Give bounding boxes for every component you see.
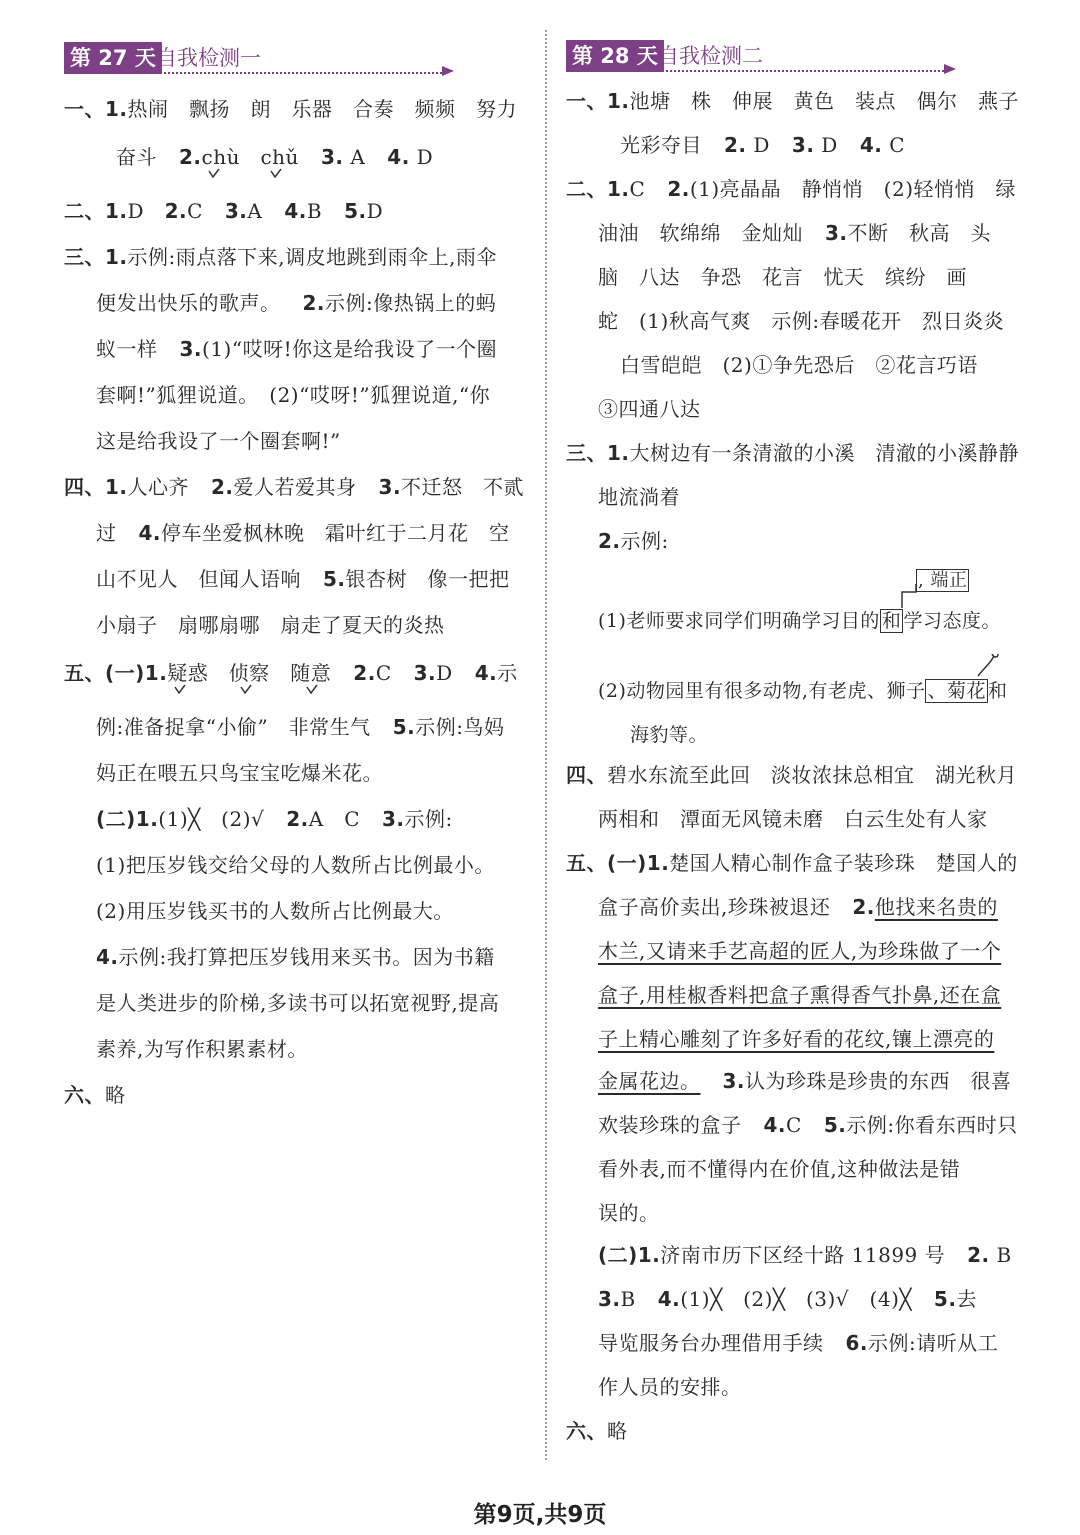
answer-line: 脑 八达 争恐 花言 忧天 缤纷 画 (598, 265, 967, 289)
answer-line: 油油 软绵绵 金灿灿 3.不断 秋高 头 (598, 221, 992, 245)
answer-line: 三、1.示例:雨点落下来,调皮地跳到雨伞上,雨伞 (64, 245, 497, 269)
answer-line: 误的。 (598, 1201, 660, 1225)
answer-line: (1)把压岁钱交给父母的人数所占比例最小。 (96, 853, 495, 877)
answer-line: 四、1.人心齐 2.爱人若爱其身 3.不迁怒 不贰 (64, 475, 525, 499)
answer-line: ③四通八达 (598, 397, 701, 421)
answer-line: (二)1.(1)╳ (2)√ 2.A C 3.示例: (96, 807, 453, 831)
answer-line: (二)1.济南市历下区经十路 11899 号 2. B (598, 1243, 1012, 1267)
answer-line: 六、略 (566, 1419, 628, 1443)
header-arrow-icon (442, 66, 454, 76)
answer-line: 五、(一)1.楚国人精心制作盒子装珍珠 楚国人的 (566, 851, 1018, 875)
answer-line: 过 4.停车坐爱枫林晚 霜叶红于二月花 空 (96, 521, 510, 545)
insertion-mark: , 端正 (918, 570, 968, 591)
answer-line: 妈正在喂五只鸟宝宝吃爆米花。 (96, 761, 383, 785)
answer-line: 蚁一样 3.(1)“哎呀!你这是给我设了一个圈 (96, 337, 498, 361)
answer-line: 五、(一)1.疑惑 侦察 随意 2.C 3.D 4.示 (64, 661, 518, 685)
answer-line: 盒子,用桂椒香料把盒子熏得香气扑鼻,还在盒 (598, 983, 1002, 1007)
answer-line: 四、碧水东流至此回 淡妆浓抹总相宜 湖光秋月 (566, 763, 1017, 787)
answer-line: 白雪皑皑 (2)①争先恐后 ②花言巧语 (620, 353, 978, 377)
check-mark-icon (174, 684, 186, 694)
answer-line: 2.示例: (598, 529, 669, 553)
answer-line: 套啊!”狐狸说道。 (2)“哎呀!”狐狸说道,“你 (96, 383, 491, 407)
answer-line: 这是给我设了一个圈套啊!” (96, 429, 341, 453)
answer-line: 4.示例:我打算把压岁钱用来买书。因为书籍 (96, 945, 495, 969)
answer-line: 蛇 (1)秋高气爽 示例:春暖花开 烈日炎炎 (598, 309, 1005, 333)
answer-line: 奋斗 2.chù chǔ 3. A 4. D (116, 145, 434, 169)
answer-line: 导览服务台办理借用手续 6.示例:请听从工 (598, 1331, 999, 1355)
answer-line: 金属花边。 3.认为珍珠是珍贵的东西 很喜 (598, 1069, 1012, 1093)
header-arrow-icon (944, 64, 956, 74)
answer-line: 子上精心雕刻了许多好看的花纹,镶上漂亮的 (598, 1027, 995, 1051)
delete-mark-icon (974, 650, 1002, 678)
answer-line: 一、1.池塘 株 伸展 黄色 装点 偶尔 燕子 (566, 89, 1020, 113)
day-badge: 第 28 天 (566, 40, 664, 72)
answer-line: (1)老师要求同学们明确学习目的 和 学习态度。 (598, 610, 1001, 632)
answer-line: 光彩夺目 2. D 3. D 4. C (620, 133, 906, 157)
answer-line: 看外表,而不懂得内在价值,这种做法是错 (598, 1157, 961, 1181)
day-badge: 第 27 天 (64, 42, 162, 74)
check-mark-icon (270, 168, 282, 178)
answer-line: 例:准备捉拿“小偷” 非常生气 5.示例:鸟妈 (96, 715, 505, 739)
check-mark-icon (306, 684, 318, 694)
answer-line: 地流淌着 (598, 485, 680, 509)
answer-line: 一、1.热闹 飘扬 朗 乐器 合奏 频频 努力 (64, 97, 518, 121)
answer-line: 盒子高价卖出,珍珠被退还 2.他找来名贵的 (598, 895, 998, 919)
day27-header (64, 42, 452, 74)
day28-header (566, 40, 954, 72)
answer-line: 二、1.D 2.C 3.A 4.B 5.D (64, 199, 384, 223)
answer-line: 欢装珍珠的盒子 4.C 5.示例:你看东西时只 (598, 1113, 1018, 1137)
answer-line: 二、1.C 2.(1)亮晶晶 静悄悄 (2)轻悄悄 绿 (566, 177, 1017, 201)
answer-line: (2)用压岁钱买书的人数所占比例最大。 (96, 899, 454, 923)
answer-line: 作人员的安排。 (598, 1375, 742, 1399)
answer-line: (2)动物园里有很多动物,有老虎、狮子 、菊花 和 (598, 680, 1008, 702)
answer-line: 两相和 潭面无风镜未磨 白云生处有人家 (598, 807, 988, 831)
check-mark-icon (208, 168, 220, 178)
header-rule (156, 72, 446, 74)
column-divider (545, 30, 547, 1460)
answer-line: 六、略 (64, 1083, 126, 1107)
answer-line: 山不见人 但闻人语响 5.银杏树 像一把把 (96, 567, 510, 591)
answer-line: 木兰,又请来手艺高超的匠人,为珍珠做了一个 (598, 939, 1002, 963)
answer-line: 小扇子 扇哪扇哪 扇走了夏天的炎热 (96, 613, 445, 637)
answer-line: 便发出快乐的歌声。 2.示例:像热锅上的蚂 (96, 291, 497, 315)
check-mark-icon (240, 684, 252, 694)
answer-line: 素养,为写作积累素材。 (96, 1037, 308, 1061)
page-number: 第9页,共9页 (473, 1502, 607, 1528)
answer-line: 3.B 4.(1)╳ (2)╳ (3)√ (4)╳ 5.去 (598, 1287, 977, 1311)
section-title: 自我检测一 (156, 46, 261, 70)
answer-line: 三、1.大树边有一条清澈的小溪 清澈的小溪静静 (566, 441, 1020, 465)
answer-line: 海豹等。 (630, 724, 709, 746)
answer-line: 是人类进步的阶梯,多读书可以拓宽视野,提高 (96, 991, 500, 1015)
section-title: 自我检测二 (658, 44, 763, 68)
header-rule (658, 70, 948, 72)
